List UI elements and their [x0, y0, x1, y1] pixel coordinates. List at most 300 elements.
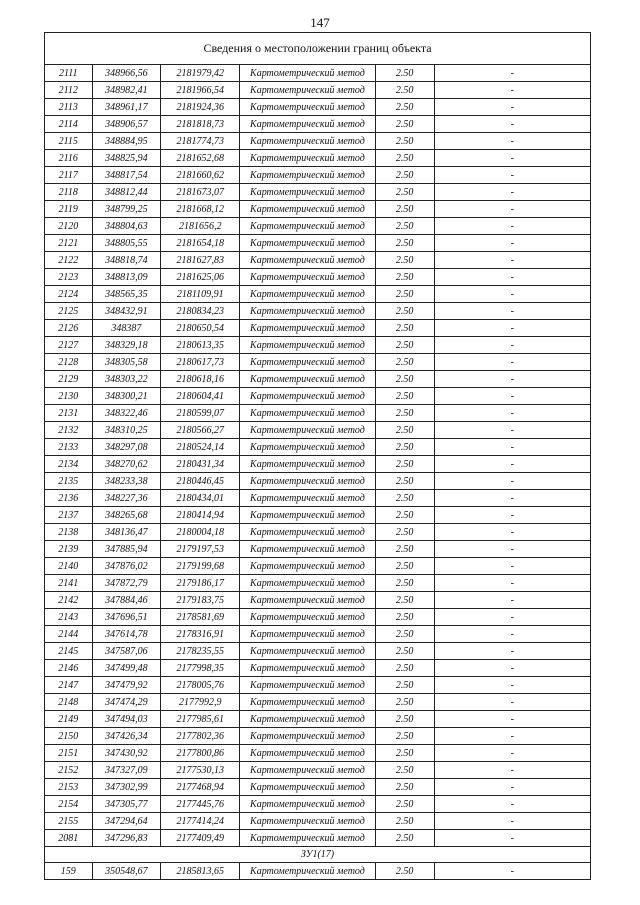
y-coordinate-cell: 2181673,07 [161, 184, 240, 201]
table-row [45, 116, 591, 133]
point-number-cell: 2153 [45, 779, 93, 796]
table-row [45, 218, 591, 235]
description-cell: - [434, 99, 590, 116]
table-row [45, 626, 591, 643]
table-row [45, 541, 591, 558]
y-coordinate-cell: 2181627,83 [161, 252, 240, 269]
x-coordinate-cell: 348812,44 [92, 184, 161, 201]
description-cell: - [434, 745, 590, 762]
point-number-cell: 2146 [45, 660, 93, 677]
description-cell: - [434, 694, 590, 711]
accuracy-cell: 2.50 [375, 116, 434, 133]
point-number-cell: 2112 [45, 82, 93, 99]
description-cell: - [434, 541, 590, 558]
y-coordinate-cell: 2177414,24 [161, 813, 240, 830]
x-coordinate-cell: 348322,46 [92, 405, 161, 422]
description-cell: - [434, 558, 590, 575]
x-coordinate-cell: 347302,99 [92, 779, 161, 796]
description-cell: - [434, 779, 590, 796]
x-coordinate-cell: 348982,41 [92, 82, 161, 99]
point-number-cell: 2148 [45, 694, 93, 711]
y-coordinate-cell: 2180434,01 [161, 490, 240, 507]
x-coordinate-cell: 348297,08 [92, 439, 161, 456]
y-coordinate-cell: 2180446,45 [161, 473, 240, 490]
method-cell: Картометрический метод [240, 541, 375, 558]
x-coordinate-cell: 348305,58 [92, 354, 161, 371]
method-cell: Картометрический метод [240, 337, 375, 354]
accuracy-cell: 2.50 [375, 677, 434, 694]
description-cell: - [434, 592, 590, 609]
accuracy-cell: 2.50 [375, 745, 434, 762]
table-row [45, 473, 591, 490]
x-coordinate-cell: 347327,09 [92, 762, 161, 779]
point-number-cell: 2117 [45, 167, 93, 184]
description-cell: - [434, 201, 590, 218]
accuracy-cell: 2.50 [375, 82, 434, 99]
description-cell: - [434, 490, 590, 507]
point-number-cell: 2150 [45, 728, 93, 745]
point-number-cell: 2141 [45, 575, 93, 592]
accuracy-cell: 2.50 [375, 796, 434, 813]
x-coordinate-cell: 348303,22 [92, 371, 161, 388]
x-coordinate-cell: 347426,34 [92, 728, 161, 745]
accuracy-cell: 2.50 [375, 337, 434, 354]
point-number-cell: 2115 [45, 133, 93, 150]
method-cell: Картометрический метод [240, 609, 375, 626]
method-cell: Картометрический метод [240, 439, 375, 456]
description-cell: - [434, 65, 590, 82]
y-coordinate-cell: 2177800,86 [161, 745, 240, 762]
point-number-cell: 2116 [45, 150, 93, 167]
y-coordinate-cell: 2181979,42 [161, 65, 240, 82]
point-number-cell: 2145 [45, 643, 93, 660]
description-cell: - [434, 711, 590, 728]
page-number: 147 [310, 15, 330, 30]
table-row [45, 609, 591, 626]
method-cell: Картометрический метод [240, 558, 375, 575]
method-cell: Картометрический метод [240, 405, 375, 422]
x-coordinate-cell: 348818,74 [92, 252, 161, 269]
y-coordinate-cell: 2181654,18 [161, 235, 240, 252]
y-coordinate-cell: 2180431,34 [161, 456, 240, 473]
point-number-cell: 2119 [45, 201, 93, 218]
y-coordinate-cell: 2181652,68 [161, 150, 240, 167]
method-cell: Картометрический метод [240, 133, 375, 150]
method-cell: Картометрический метод [240, 456, 375, 473]
method-cell: Картометрический метод [240, 863, 375, 880]
table-row [45, 269, 591, 286]
x-coordinate-cell: 348227,36 [92, 490, 161, 507]
accuracy-cell: 2.50 [375, 439, 434, 456]
y-coordinate-cell: 2181625,06 [161, 269, 240, 286]
point-number-cell: 2113 [45, 99, 93, 116]
description-cell: - [434, 422, 590, 439]
accuracy-cell: 2.50 [375, 626, 434, 643]
y-coordinate-cell: 2181774,73 [161, 133, 240, 150]
method-cell: Картометрический метод [240, 507, 375, 524]
accuracy-cell: 2.50 [375, 286, 434, 303]
accuracy-cell: 2.50 [375, 728, 434, 745]
description-cell: - [434, 473, 590, 490]
table-row [45, 592, 591, 609]
point-number-cell: 2111 [45, 65, 93, 82]
y-coordinate-cell: 2180566,27 [161, 422, 240, 439]
description-cell: - [434, 371, 590, 388]
description-cell: - [434, 150, 590, 167]
description-cell: - [434, 524, 590, 541]
method-cell: Картометрический метод [240, 813, 375, 830]
table-row [45, 813, 591, 830]
method-cell: Картометрический метод [240, 762, 375, 779]
x-coordinate-cell: 348329,18 [92, 337, 161, 354]
method-cell: Картометрический метод [240, 286, 375, 303]
y-coordinate-cell: 2177409,49 [161, 830, 240, 847]
method-cell: Картометрический метод [240, 82, 375, 99]
table-row [45, 863, 591, 880]
point-number-cell: 2136 [45, 490, 93, 507]
method-cell: Картометрический метод [240, 269, 375, 286]
y-coordinate-cell: 2177998,35 [161, 660, 240, 677]
y-coordinate-cell: 2177985,61 [161, 711, 240, 728]
table-row [45, 133, 591, 150]
x-coordinate-cell: 348432,91 [92, 303, 161, 320]
table-title-row [45, 33, 591, 65]
accuracy-cell: 2.50 [375, 830, 434, 847]
y-coordinate-cell: 2181924,36 [161, 99, 240, 116]
method-cell: Картометрический метод [240, 235, 375, 252]
description-cell: - [434, 830, 590, 847]
table-row [45, 99, 591, 116]
x-coordinate-cell: 348310,25 [92, 422, 161, 439]
description-cell: - [434, 507, 590, 524]
point-number-cell: 2120 [45, 218, 93, 235]
x-coordinate-cell: 347479,92 [92, 677, 161, 694]
x-coordinate-cell: 348961,17 [92, 99, 161, 116]
description-cell: - [434, 643, 590, 660]
x-coordinate-cell: 348813,09 [92, 269, 161, 286]
accuracy-cell: 2.50 [375, 218, 434, 235]
y-coordinate-cell: 2178581,69 [161, 609, 240, 626]
point-number-cell: 2081 [45, 830, 93, 847]
accuracy-cell: 2.50 [375, 354, 434, 371]
x-coordinate-cell: 348565,35 [92, 286, 161, 303]
accuracy-cell: 2.50 [375, 779, 434, 796]
point-number-cell: 2149 [45, 711, 93, 728]
point-number-cell: 2127 [45, 337, 93, 354]
method-cell: Картометрический метод [240, 626, 375, 643]
method-cell: Картометрический метод [240, 303, 375, 320]
point-number-cell: 2144 [45, 626, 93, 643]
table-row [45, 184, 591, 201]
point-number-cell: 2152 [45, 762, 93, 779]
point-number-cell: 2140 [45, 558, 93, 575]
point-number-cell: 2132 [45, 422, 93, 439]
x-coordinate-cell: 348233,38 [92, 473, 161, 490]
accuracy-cell: 2.50 [375, 711, 434, 728]
y-coordinate-cell: 2181109,91 [161, 286, 240, 303]
table-row [45, 235, 591, 252]
description-cell: - [434, 133, 590, 150]
y-coordinate-cell: 2181966,54 [161, 82, 240, 99]
table-row [45, 422, 591, 439]
x-coordinate-cell: 348799,25 [92, 201, 161, 218]
table-title: Сведения о местоположении границ объекта [45, 33, 591, 65]
description-cell: - [434, 388, 590, 405]
point-number-cell: 2135 [45, 473, 93, 490]
description-cell: - [434, 456, 590, 473]
point-number-cell: 2147 [45, 677, 93, 694]
method-cell: Картометрический метод [240, 184, 375, 201]
accuracy-cell: 2.50 [375, 490, 434, 507]
table-row [45, 354, 591, 371]
method-cell: Картометрический метод [240, 150, 375, 167]
accuracy-cell: 2.50 [375, 201, 434, 218]
description-cell: - [434, 439, 590, 456]
accuracy-cell: 2.50 [375, 575, 434, 592]
y-coordinate-cell: 2179183,75 [161, 592, 240, 609]
method-cell: Картометрический метод [240, 218, 375, 235]
method-cell: Картометрический метод [240, 65, 375, 82]
accuracy-cell: 2.50 [375, 184, 434, 201]
y-coordinate-cell: 2181656,2 [161, 218, 240, 235]
description-cell: - [434, 728, 590, 745]
y-coordinate-cell: 2178316,91 [161, 626, 240, 643]
method-cell: Картометрический метод [240, 830, 375, 847]
method-cell: Картометрический метод [240, 796, 375, 813]
point-number-cell: 2155 [45, 813, 93, 830]
accuracy-cell: 2.50 [375, 303, 434, 320]
accuracy-cell: 2.50 [375, 371, 434, 388]
method-cell: Картометрический метод [240, 677, 375, 694]
x-coordinate-cell: 348136,47 [92, 524, 161, 541]
y-coordinate-cell: 2179186,17 [161, 575, 240, 592]
accuracy-cell: 2.50 [375, 558, 434, 575]
method-cell: Картометрический метод [240, 473, 375, 490]
x-coordinate-cell: 347494,03 [92, 711, 161, 728]
accuracy-cell: 2.50 [375, 762, 434, 779]
table-row [45, 303, 591, 320]
table-row [45, 694, 591, 711]
x-coordinate-cell: 347885,94 [92, 541, 161, 558]
accuracy-cell: 2.50 [375, 99, 434, 116]
x-coordinate-cell: 348805,55 [92, 235, 161, 252]
description-cell: - [434, 320, 590, 337]
method-cell: Картометрический метод [240, 167, 375, 184]
method-cell: Картометрический метод [240, 694, 375, 711]
y-coordinate-cell: 2178005,76 [161, 677, 240, 694]
point-number-cell: 2122 [45, 252, 93, 269]
accuracy-cell: 2.50 [375, 524, 434, 541]
accuracy-cell: 2.50 [375, 269, 434, 286]
point-number-cell: 2125 [45, 303, 93, 320]
method-cell: Картометрический метод [240, 201, 375, 218]
y-coordinate-cell: 2180414,94 [161, 507, 240, 524]
x-coordinate-cell: 347430,92 [92, 745, 161, 762]
description-cell: - [434, 269, 590, 286]
table-row [45, 677, 591, 694]
table-row [45, 507, 591, 524]
x-coordinate-cell: 348825,94 [92, 150, 161, 167]
y-coordinate-cell: 2180834,23 [161, 303, 240, 320]
method-cell: Картометрический метод [240, 592, 375, 609]
description-cell: - [434, 575, 590, 592]
accuracy-cell: 2.50 [375, 150, 434, 167]
point-number-cell: 2126 [45, 320, 93, 337]
point-number-cell: 2138 [45, 524, 93, 541]
table-row [45, 745, 591, 762]
x-coordinate-cell: 347696,51 [92, 609, 161, 626]
point-number-cell: 2143 [45, 609, 93, 626]
table-row [45, 82, 591, 99]
table-row [45, 660, 591, 677]
description-cell: - [434, 184, 590, 201]
table-row [45, 337, 591, 354]
method-cell: Картометрический метод [240, 116, 375, 133]
method-cell: Картометрический метод [240, 99, 375, 116]
y-coordinate-cell: 2177992,9 [161, 694, 240, 711]
method-cell: Картометрический метод [240, 490, 375, 507]
section-label: ЗУ1(17) [45, 847, 591, 863]
method-cell: Картометрический метод [240, 575, 375, 592]
accuracy-cell: 2.50 [375, 167, 434, 184]
point-number-cell: 2151 [45, 745, 93, 762]
table-row [45, 286, 591, 303]
description-cell: - [434, 609, 590, 626]
method-cell: Картометрический метод [240, 728, 375, 745]
table-row [45, 762, 591, 779]
y-coordinate-cell: 2180524,14 [161, 439, 240, 456]
y-coordinate-cell: 2177468,94 [161, 779, 240, 796]
x-coordinate-cell: 347884,46 [92, 592, 161, 609]
point-number-cell: 2124 [45, 286, 93, 303]
y-coordinate-cell: 2177445,76 [161, 796, 240, 813]
y-coordinate-cell: 2179199,68 [161, 558, 240, 575]
accuracy-cell: 2.50 [375, 507, 434, 524]
accuracy-cell: 2.50 [375, 863, 434, 880]
x-coordinate-cell: 348300,21 [92, 388, 161, 405]
accuracy-cell: 2.50 [375, 694, 434, 711]
point-number-cell: 2131 [45, 405, 93, 422]
table-row [45, 405, 591, 422]
table-row [45, 456, 591, 473]
table-row [45, 65, 591, 82]
y-coordinate-cell: 2178235,55 [161, 643, 240, 660]
point-number-cell: 2129 [45, 371, 93, 388]
table-row [45, 796, 591, 813]
method-cell: Картометрический метод [240, 422, 375, 439]
y-coordinate-cell: 2180613,35 [161, 337, 240, 354]
x-coordinate-cell: 348966,56 [92, 65, 161, 82]
method-cell: Картометрический метод [240, 660, 375, 677]
x-coordinate-cell: 350548,67 [92, 863, 161, 880]
point-number-cell: 2118 [45, 184, 93, 201]
accuracy-cell: 2.50 [375, 422, 434, 439]
description-cell: - [434, 796, 590, 813]
x-coordinate-cell: 347587,06 [92, 643, 161, 660]
description-cell: - [434, 405, 590, 422]
y-coordinate-cell: 2180650,54 [161, 320, 240, 337]
accuracy-cell: 2.50 [375, 388, 434, 405]
x-coordinate-cell: 347872,79 [92, 575, 161, 592]
point-number-cell: 2154 [45, 796, 93, 813]
method-cell: Картометрический метод [240, 252, 375, 269]
boundary-table [44, 32, 591, 880]
point-number-cell: 2142 [45, 592, 93, 609]
table-row [45, 388, 591, 405]
x-coordinate-cell: 348270,62 [92, 456, 161, 473]
table-row [45, 779, 591, 796]
point-number-cell: 2134 [45, 456, 93, 473]
method-cell: Картометрический метод [240, 643, 375, 660]
point-number-cell: 2137 [45, 507, 93, 524]
point-number-cell: 2123 [45, 269, 93, 286]
accuracy-cell: 2.50 [375, 813, 434, 830]
description-cell: - [434, 116, 590, 133]
accuracy-cell: 2.50 [375, 541, 434, 558]
x-coordinate-cell: 347294,64 [92, 813, 161, 830]
description-cell: - [434, 167, 590, 184]
table-row [45, 643, 591, 660]
point-number-cell: 2133 [45, 439, 93, 456]
table-row [45, 167, 591, 184]
point-number-cell: 159 [45, 863, 93, 880]
description-cell: - [434, 286, 590, 303]
description-cell: - [434, 235, 590, 252]
method-cell: Картометрический метод [240, 354, 375, 371]
description-cell: - [434, 337, 590, 354]
point-number-cell: 2114 [45, 116, 93, 133]
table-row [45, 320, 591, 337]
description-cell: - [434, 218, 590, 235]
y-coordinate-cell: 2181668,12 [161, 201, 240, 218]
accuracy-cell: 2.50 [375, 660, 434, 677]
description-cell: - [434, 82, 590, 99]
point-number-cell: 2139 [45, 541, 93, 558]
description-cell: - [434, 813, 590, 830]
table-row [45, 524, 591, 541]
accuracy-cell: 2.50 [375, 609, 434, 626]
table-row [45, 371, 591, 388]
accuracy-cell: 2.50 [375, 473, 434, 490]
description-cell: - [434, 252, 590, 269]
method-cell: Картометрический метод [240, 745, 375, 762]
description-cell: - [434, 660, 590, 677]
description-cell: - [434, 354, 590, 371]
x-coordinate-cell: 347296,83 [92, 830, 161, 847]
accuracy-cell: 2.50 [375, 405, 434, 422]
description-cell: - [434, 626, 590, 643]
table-row [45, 830, 591, 847]
x-coordinate-cell: 347499,48 [92, 660, 161, 677]
point-number-cell: 2130 [45, 388, 93, 405]
point-number-cell: 2128 [45, 354, 93, 371]
y-coordinate-cell: 2181818,73 [161, 116, 240, 133]
y-coordinate-cell: 2185813,65 [161, 863, 240, 880]
accuracy-cell: 2.50 [375, 320, 434, 337]
x-coordinate-cell: 347305,77 [92, 796, 161, 813]
description-cell: - [434, 863, 590, 880]
x-coordinate-cell: 348817,54 [92, 167, 161, 184]
accuracy-cell: 2.50 [375, 65, 434, 82]
method-cell: Картометрический метод [240, 320, 375, 337]
table-row [45, 150, 591, 167]
table-row [45, 201, 591, 218]
point-number-cell: 2121 [45, 235, 93, 252]
table-row [45, 252, 591, 269]
y-coordinate-cell: 2180599,07 [161, 405, 240, 422]
description-cell: - [434, 303, 590, 320]
table-row [45, 575, 591, 592]
